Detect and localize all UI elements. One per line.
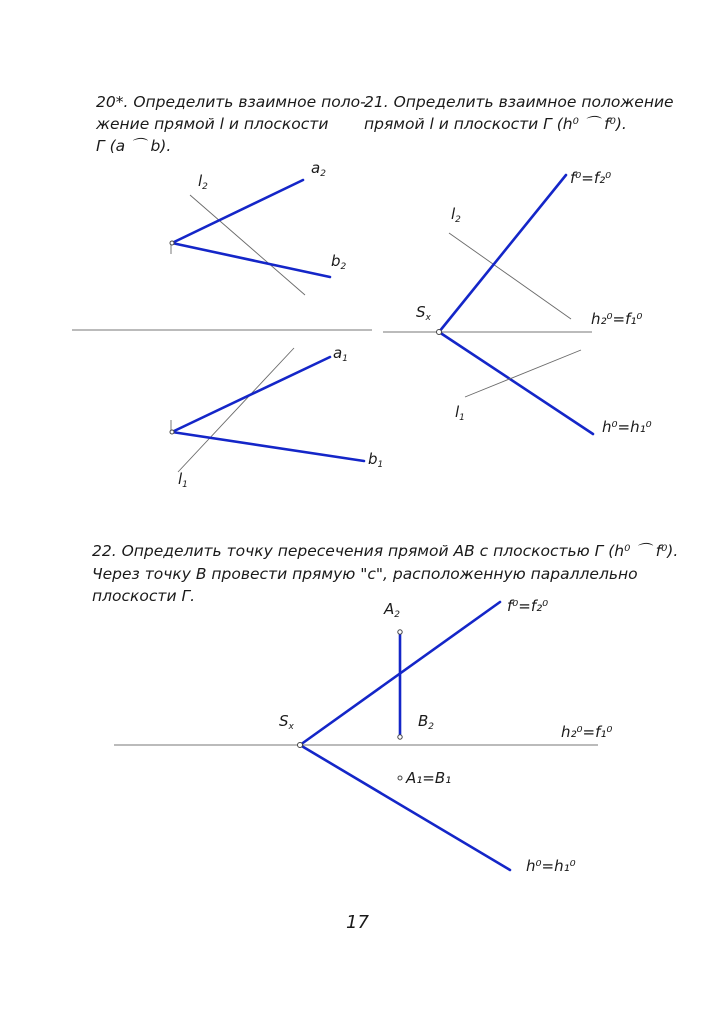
label-l2-t21: $l_2$ xyxy=(451,205,461,225)
label-h0-t21: h⁰=h₁⁰ xyxy=(602,418,652,436)
point-sx-t22 xyxy=(298,743,303,748)
label-a2: $a_2$ xyxy=(311,159,326,179)
point-lower-vertex xyxy=(170,430,174,434)
line-l1 xyxy=(178,348,294,472)
line-b1 xyxy=(172,432,364,461)
point-b2 xyxy=(398,735,402,739)
task-20 xyxy=(72,93,383,490)
label-f0: f⁰=f₂⁰ xyxy=(570,169,612,187)
label-h0-t22: h⁰=h₁⁰ xyxy=(526,857,576,875)
label-h2-t22: h₂⁰=f₁⁰ xyxy=(561,723,613,741)
task-20-line-2: жение прямой l и плоскости xyxy=(96,115,329,133)
line-a2 xyxy=(172,180,303,243)
point-sx-t21 xyxy=(437,330,442,335)
page-number: 17 xyxy=(346,912,369,933)
task-22-line-1: 22. Определить точку пересечения прямой AB с плоскостью Г (h⁰ ⌒ f⁰). xyxy=(92,542,679,560)
label-l2: $l_2$ xyxy=(198,172,208,192)
label-f0-t22: f⁰=f₂⁰ xyxy=(507,597,549,615)
task-22-line-2: Через точку B провести прямую "c", расположенную параллельно xyxy=(92,565,638,583)
line-l1-t21 xyxy=(465,350,581,397)
trace-f0 xyxy=(439,175,566,332)
line-a1 xyxy=(172,357,330,432)
task-21 xyxy=(364,93,674,436)
label-h2-t21: h₂⁰=f₁⁰ xyxy=(591,310,643,328)
task-22-line-3: плоскости Г. xyxy=(92,587,196,605)
line-l2 xyxy=(190,195,305,295)
label-b1: $b_1$ xyxy=(368,450,384,470)
label-l1: $l_1$ xyxy=(178,470,188,490)
label-a1: $a_1$ xyxy=(333,344,348,364)
task-20-line-1: 20*. Определить взаимное поло- xyxy=(96,93,366,111)
label-l1-t21: $l_1$ xyxy=(455,403,465,423)
label-sx-t21: $S_x$ xyxy=(416,303,431,323)
point-a2 xyxy=(398,630,402,634)
trace-h0-t22 xyxy=(300,745,510,870)
task-21-line-1: 21. Определить взаимное положение xyxy=(364,93,674,111)
label-b2: $B_2$ xyxy=(418,712,435,732)
task-22 xyxy=(92,542,678,875)
label-a2: $A_2$ xyxy=(384,600,400,620)
label-b2: $b_2$ xyxy=(331,252,347,272)
label-sx-t22: $S_x$ xyxy=(279,712,294,732)
point-upper-vertex xyxy=(170,241,174,245)
label-a1b1: A₁=B₁ xyxy=(406,769,452,787)
task-21-line-2: прямой l и плоскости Г (h⁰ ⌒ f⁰). xyxy=(364,115,627,133)
point-a1b1 xyxy=(398,776,402,780)
task-20-line-3: Г (a ⌒ b). xyxy=(96,137,172,155)
